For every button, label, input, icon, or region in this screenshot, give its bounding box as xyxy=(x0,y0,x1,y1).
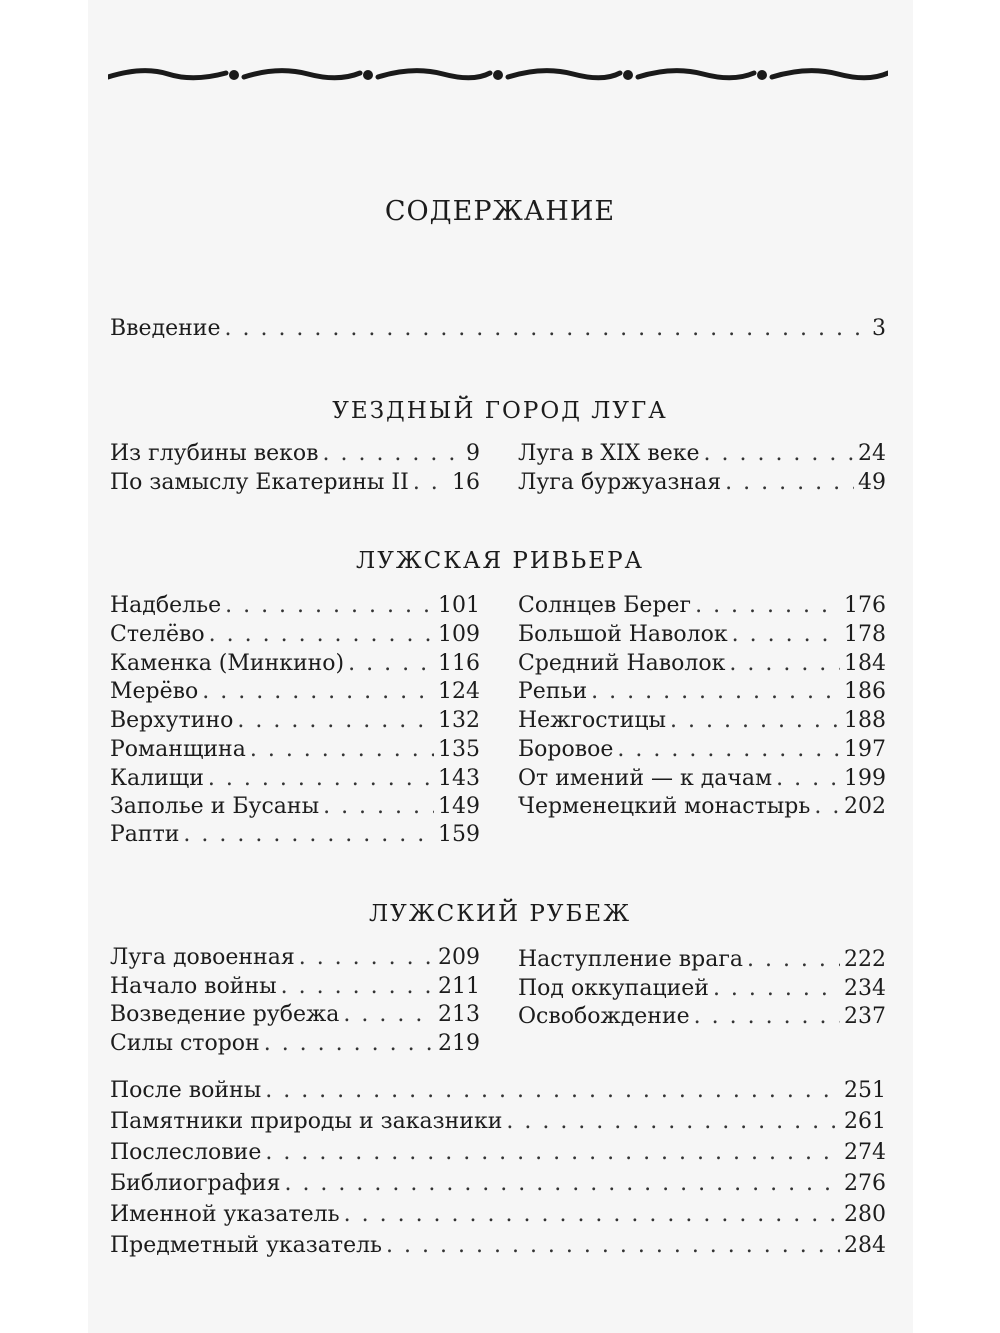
toc-entry-page: 276 xyxy=(844,1171,886,1196)
leader-dots xyxy=(299,943,434,972)
toc-entry[interactable] xyxy=(110,1200,886,1229)
toc-entry-label: Памятники природы и заказники xyxy=(110,1109,503,1134)
toc-entry[interactable] xyxy=(110,820,480,849)
toc-entry-page: 280 xyxy=(844,1202,886,1227)
page-title: СОДЕРЖАНИЕ xyxy=(384,196,616,227)
toc-entry[interactable] xyxy=(518,792,886,821)
leader-dots xyxy=(284,1169,840,1198)
leader-dots xyxy=(713,974,840,1003)
toc-entry-label: Введение xyxy=(110,316,221,341)
toc-entry-label: После войны xyxy=(110,1078,262,1103)
toc-entry[interactable] xyxy=(110,764,480,793)
toc-entry-label: Калищи xyxy=(110,766,204,791)
toc-entry-label: Луга буржуазная xyxy=(518,470,722,495)
toc-entry-page: 49 xyxy=(858,470,886,495)
toc-entry[interactable] xyxy=(110,1169,886,1198)
toc-entry-page: 109 xyxy=(438,622,480,647)
toc-entry-page: 211 xyxy=(438,974,480,999)
toc-entry[interactable] xyxy=(110,1076,886,1105)
leader-dots xyxy=(776,764,840,793)
toc-entry-page: 184 xyxy=(844,651,886,676)
toc-entry[interactable] xyxy=(518,439,886,468)
toc-entry-label: Нежгостицы xyxy=(518,708,667,733)
toc-entry[interactable] xyxy=(110,1231,886,1260)
toc-entry-intro[interactable] xyxy=(110,314,886,343)
toc-entry-page: 3 xyxy=(872,316,886,341)
toc-entry-page: 149 xyxy=(438,794,480,819)
toc-entry-page: 159 xyxy=(438,822,480,847)
toc-entry-label: Заполье и Бусаны xyxy=(110,794,320,819)
toc-entry[interactable] xyxy=(518,620,886,649)
toc-entry[interactable] xyxy=(110,792,480,821)
toc-entry-page: 9 xyxy=(466,441,480,466)
toc-entry[interactable] xyxy=(110,1000,480,1029)
section-heading: ЛУЖСКАЯ РИВЬЕРА xyxy=(356,548,644,574)
leader-dots xyxy=(732,620,840,649)
leader-dots xyxy=(323,792,434,821)
toc-entry-page: 237 xyxy=(844,1004,886,1029)
toc-entry-page: 24 xyxy=(858,441,886,466)
toc-entry[interactable] xyxy=(110,1138,886,1167)
leader-dots xyxy=(343,1000,434,1029)
leader-dots xyxy=(202,677,434,706)
toc-entry[interactable] xyxy=(110,620,480,649)
toc-entry-page: 199 xyxy=(844,766,886,791)
toc-entry[interactable] xyxy=(110,706,480,735)
toc-entry-label: Черменецкий монастырь xyxy=(518,794,811,819)
toc-entry[interactable] xyxy=(518,974,886,1003)
leader-dots xyxy=(725,468,854,497)
toc-entry-label: Из глубины веков xyxy=(110,441,319,466)
toc-entry[interactable] xyxy=(518,735,886,764)
leader-dots xyxy=(209,620,434,649)
toc-entry-label: Возведение рубежа xyxy=(110,1002,340,1027)
toc-entry[interactable] xyxy=(518,649,886,678)
toc-entry-label: По замыслу Екатерины II xyxy=(110,470,409,495)
leader-dots xyxy=(265,1138,840,1167)
toc-entry-page: 135 xyxy=(438,737,480,762)
toc-entry[interactable] xyxy=(110,439,480,468)
toc-entry[interactable] xyxy=(518,764,886,793)
toc-entry-label: Луга довоенная xyxy=(110,945,295,970)
toc-entry-label: Репьи xyxy=(518,679,588,704)
toc-entry-label: Солнцев Берег xyxy=(518,593,692,618)
toc-entry-label: От имений — к дачам xyxy=(518,766,773,791)
toc-entry-page: 132 xyxy=(438,708,480,733)
leader-dots xyxy=(591,677,840,706)
toc-entry-label: Силы сторон xyxy=(110,1031,260,1056)
toc-entry[interactable] xyxy=(110,1029,480,1058)
leader-dots xyxy=(322,439,462,468)
leader-dots xyxy=(250,735,434,764)
toc-entry-page: 261 xyxy=(844,1109,886,1134)
toc-entry-page: 124 xyxy=(438,679,480,704)
toc-entry-page: 188 xyxy=(844,708,886,733)
toc-entry-page: 16 xyxy=(452,470,480,495)
toc-entry-label: Библиография xyxy=(110,1171,281,1196)
toc-entry-page: 202 xyxy=(844,794,886,819)
toc-entry-label: Верхутино xyxy=(110,708,234,733)
leader-dots xyxy=(281,972,434,1001)
leader-dots xyxy=(224,314,868,343)
toc-entry-page: 219 xyxy=(438,1031,480,1056)
leader-dots xyxy=(814,792,840,821)
toc-entry[interactable] xyxy=(518,945,886,974)
toc-entry[interactable] xyxy=(110,943,480,972)
leader-dots xyxy=(704,439,855,468)
leader-dots xyxy=(413,468,448,497)
toc-entry[interactable] xyxy=(110,468,480,497)
toc-entry-label: Именной указатель xyxy=(110,1202,340,1227)
toc-entry[interactable] xyxy=(110,1107,886,1136)
toc-entry-page: 186 xyxy=(844,679,886,704)
toc-entry-label: Стелёво xyxy=(110,622,205,647)
toc-entry-page: 143 xyxy=(438,766,480,791)
toc-entry-page: 251 xyxy=(844,1078,886,1103)
ornament-divider xyxy=(108,58,888,92)
toc-entry[interactable] xyxy=(110,972,480,1001)
toc-entry-label: Романщина xyxy=(110,737,246,762)
toc-entry-label: Луга в XIX веке xyxy=(518,441,700,466)
toc-entry[interactable] xyxy=(518,677,886,706)
toc-entry-page: 116 xyxy=(438,651,480,676)
toc-entry-label: Средний Наволок xyxy=(518,651,726,676)
leader-dots xyxy=(348,649,434,678)
toc-entry[interactable] xyxy=(518,468,886,497)
toc-entry[interactable] xyxy=(110,591,480,620)
section-heading: ЛУЖСКИЙ РУБЕЖ xyxy=(368,901,632,927)
toc-entry-page: 197 xyxy=(844,737,886,762)
toc-entry-label: Рапти xyxy=(110,822,180,847)
leader-dots xyxy=(208,764,434,793)
leader-dots xyxy=(694,1002,840,1031)
leader-dots xyxy=(386,1231,840,1260)
toc-entry-label: Послесловие xyxy=(110,1140,262,1165)
toc-entry-label: Боровое xyxy=(518,737,614,762)
leader-dots xyxy=(617,735,840,764)
toc-entry-page: 178 xyxy=(844,622,886,647)
toc-entry[interactable] xyxy=(518,706,886,735)
leader-dots xyxy=(225,591,434,620)
leader-dots xyxy=(265,1076,840,1105)
leader-dots xyxy=(747,945,840,974)
toc-entry-page: 222 xyxy=(844,947,886,972)
toc-entry-page: 101 xyxy=(438,593,480,618)
toc-entry-label: Каменка (Минкино) xyxy=(110,651,345,676)
leader-dots xyxy=(506,1107,840,1136)
toc-entry[interactable] xyxy=(518,1002,886,1031)
toc-entry[interactable] xyxy=(110,677,480,706)
toc-entry[interactable] xyxy=(518,591,886,620)
toc-entry-label: Предметный указатель xyxy=(110,1233,383,1258)
toc-entry[interactable] xyxy=(110,735,480,764)
toc-entry-label: Мерёво xyxy=(110,679,199,704)
toc-entry-label: Большой Наволок xyxy=(518,622,728,647)
toc-entry-label: Наступление врага xyxy=(518,947,743,972)
toc-entry-page: 213 xyxy=(438,1002,480,1027)
leader-dots xyxy=(344,1200,840,1229)
toc-entry-page: 234 xyxy=(844,976,886,1001)
toc-entry-label: Освобождение xyxy=(518,1004,690,1029)
leader-dots xyxy=(264,1029,434,1058)
toc-entry-label: Начало войны xyxy=(110,974,277,999)
leader-dots xyxy=(670,706,840,735)
toc-entry-page: 284 xyxy=(844,1233,886,1258)
toc-entry[interactable] xyxy=(110,649,480,678)
toc-entry-page: 209 xyxy=(438,945,480,970)
leader-dots xyxy=(695,591,840,620)
leader-dots xyxy=(729,649,840,678)
toc-entry-label: Надбелье xyxy=(110,593,222,618)
leader-dots xyxy=(237,706,434,735)
toc-entry-page: 176 xyxy=(844,593,886,618)
leader-dots xyxy=(183,820,434,849)
section-heading: УЕЗДНЫЙ ГОРОД ЛУГА xyxy=(332,398,668,424)
toc-entry-label: Под оккупацией xyxy=(518,976,709,1001)
toc-entry-page: 274 xyxy=(844,1140,886,1165)
